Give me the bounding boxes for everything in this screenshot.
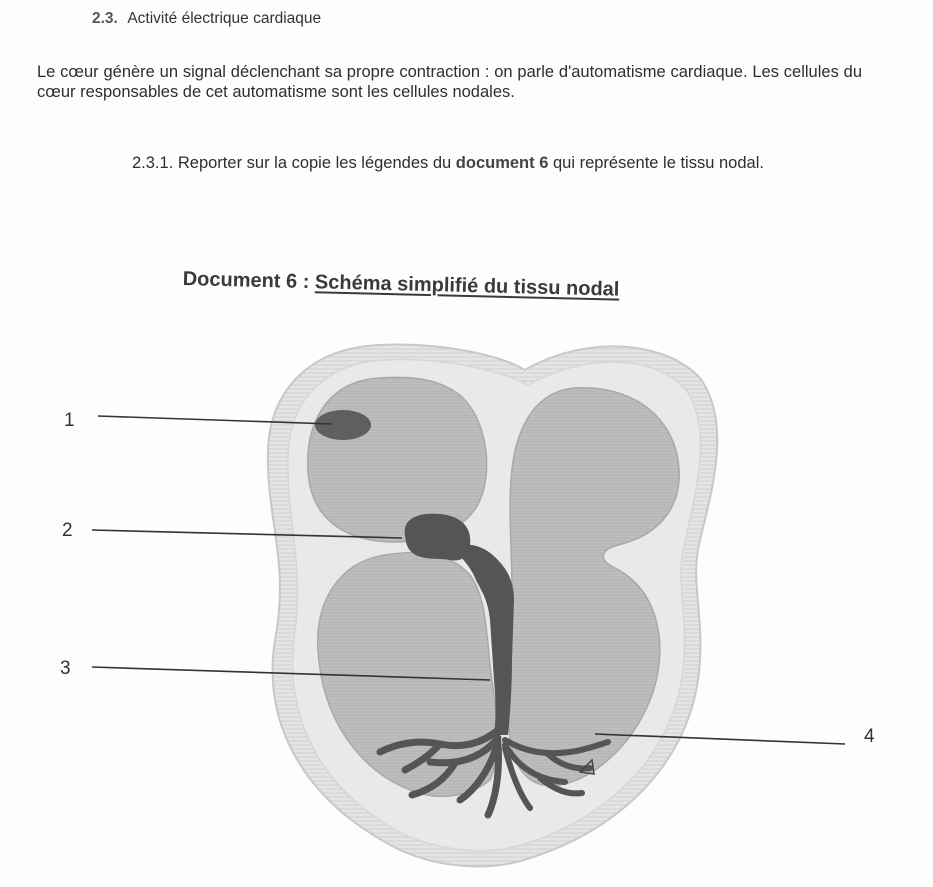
question-suffix: qui représente le tissu nodal. — [548, 154, 764, 172]
question-doc-ref: document 6 — [455, 154, 549, 172]
legend-number-2: 2 — [62, 520, 73, 541]
document-title-text: Schéma simplifié du tissu nodal — [314, 271, 620, 301]
legend-number-4: 4 — [864, 726, 875, 747]
right-atrium-chamber — [308, 377, 487, 542]
legend-number-1: 1 — [64, 410, 75, 431]
sinoatrial-node — [315, 410, 371, 440]
document-label: Document 6 : — [182, 268, 316, 294]
section-title: Activité électrique cardiaque — [127, 10, 322, 27]
question-prefix: 2.3.1. Reporter sur la copie les légendes du — [132, 154, 456, 172]
section-number: 2.3. — [92, 10, 118, 27]
intro-paragraph: Le cœur génère un signal déclenchant sa propre contraction : on parle d'automatisme cardiaque. Les cellules du cœur responsables de cet automatisme sont les cellules nodales. — [37, 63, 862, 101]
legend-number-3: 3 — [60, 658, 71, 679]
